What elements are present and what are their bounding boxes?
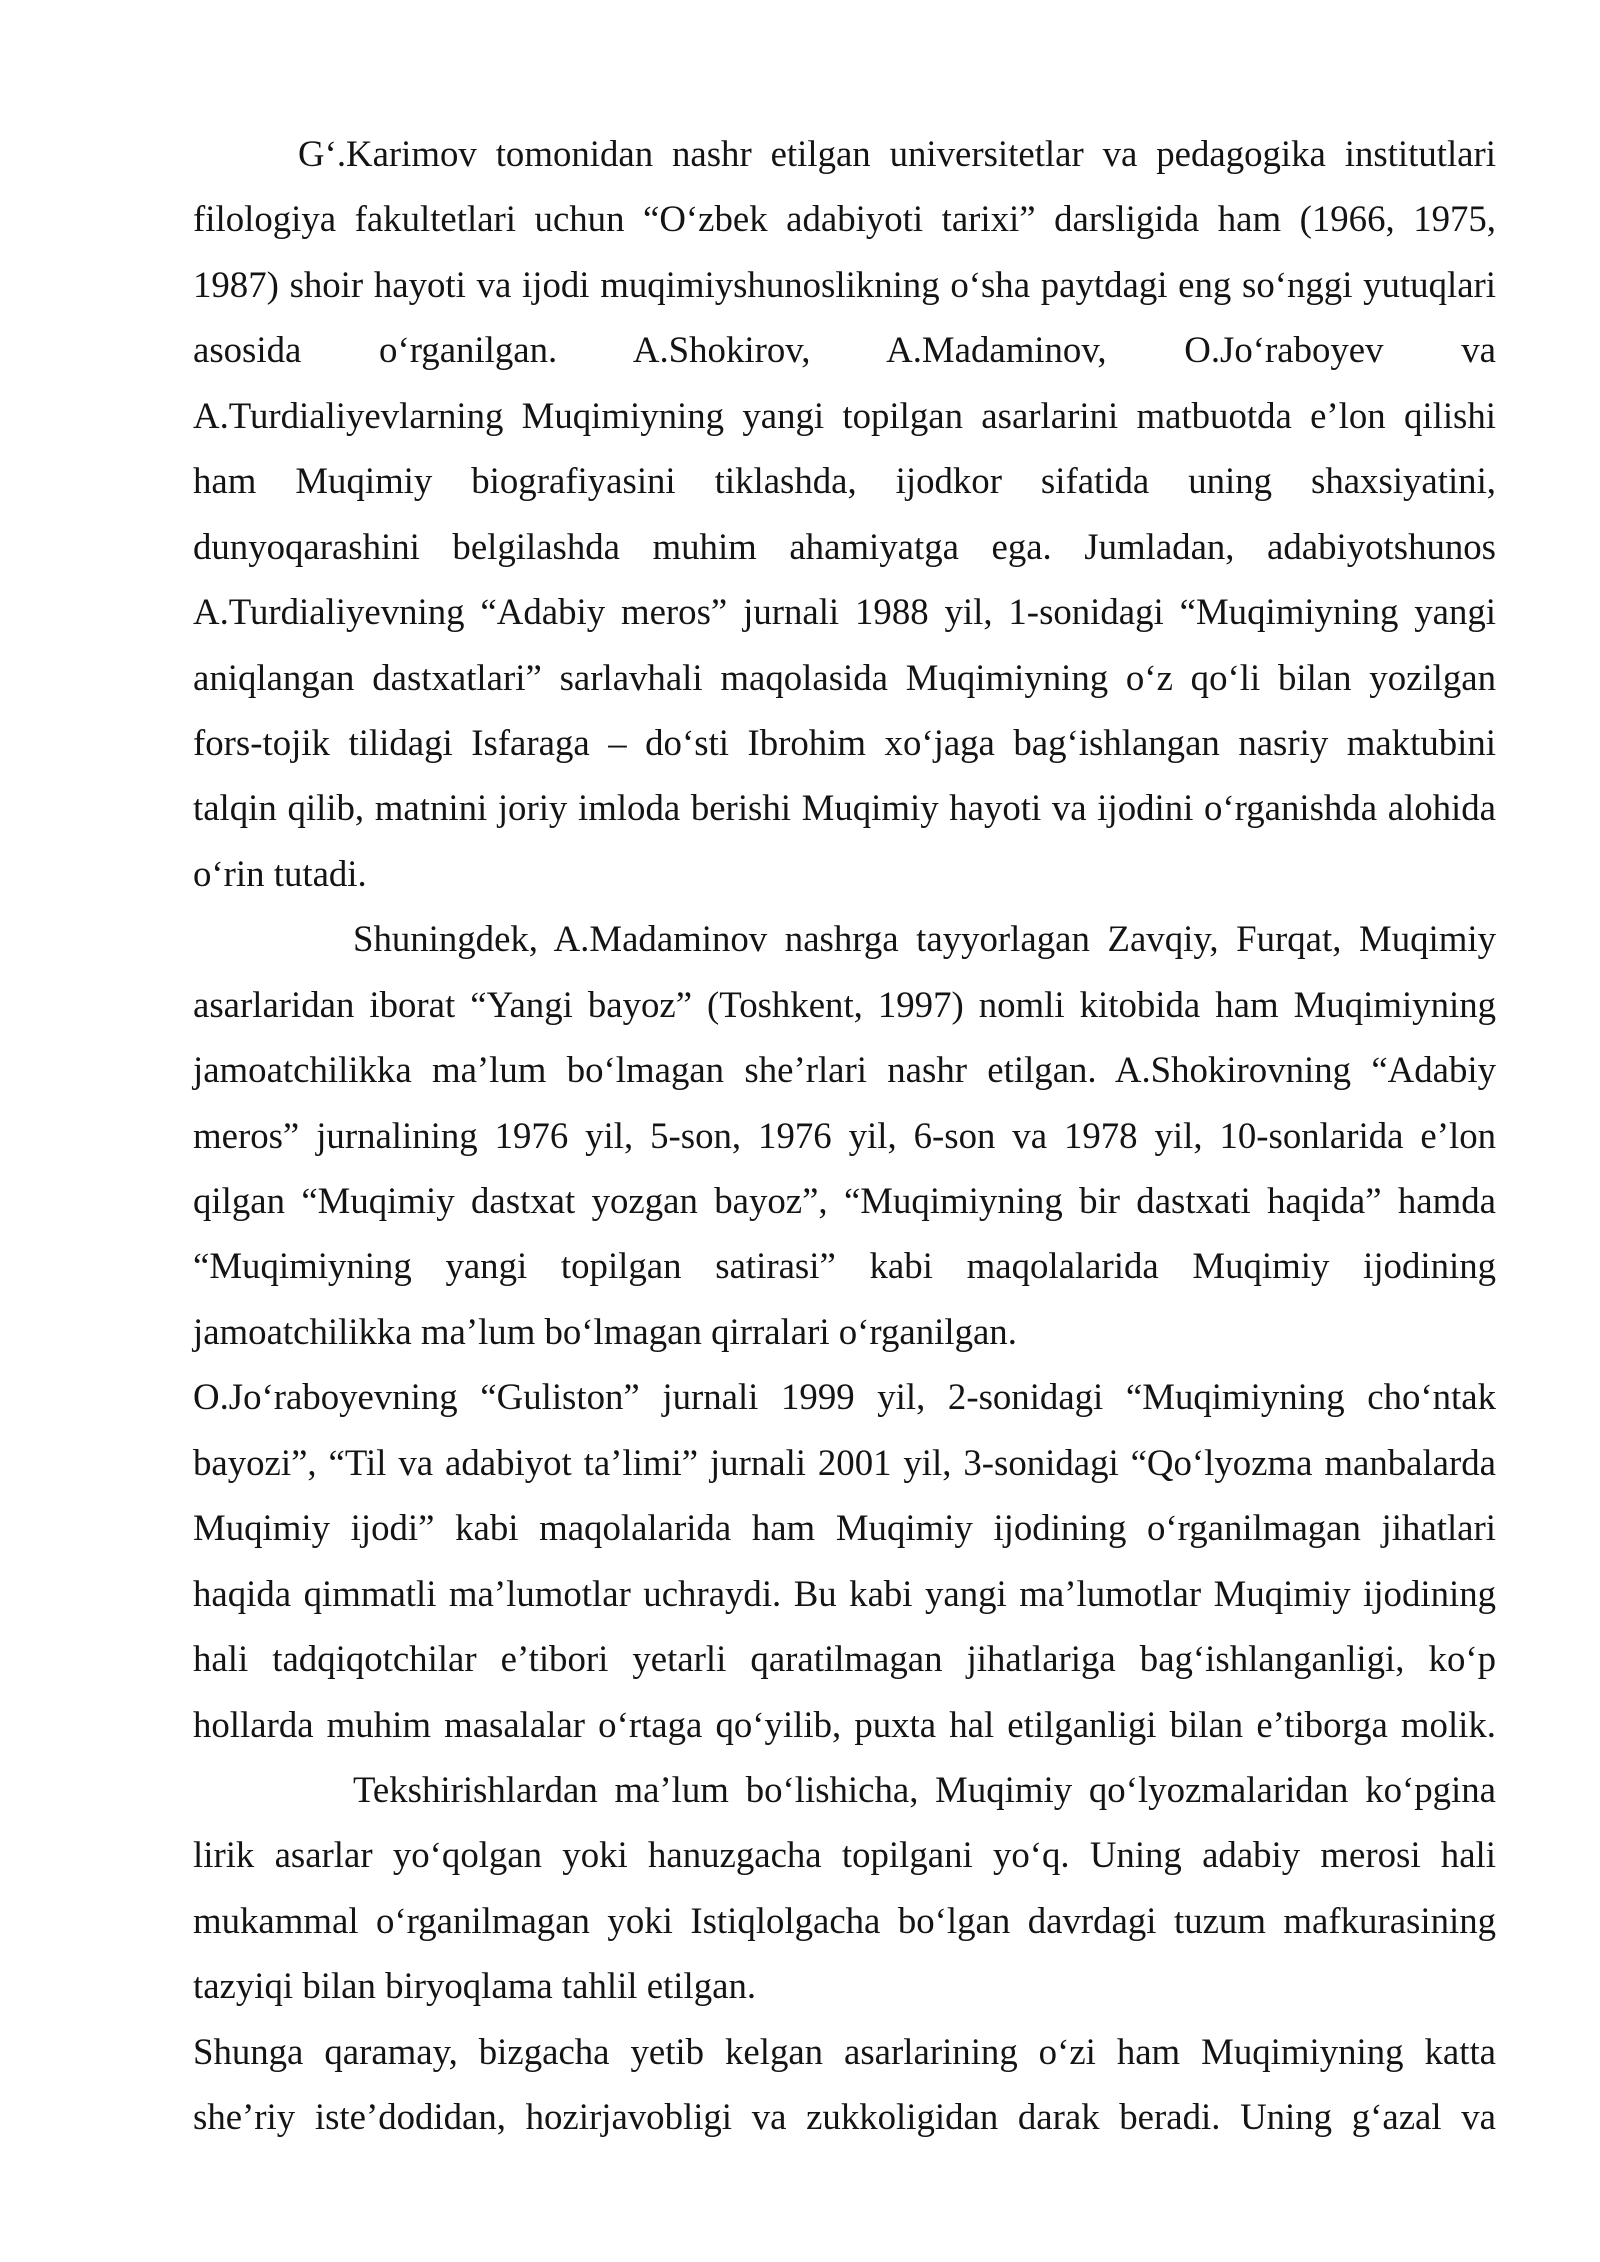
text-line: o‘rin tutadi. <box>193 852 367 894</box>
paragraph-4 <box>193 1757 1496 2019</box>
text-line: meros” jurnalining 1976 yil, 5-son, 1976 yil, 6-son va 1978 yil, 10-sonlarida e’lon <box>193 1114 1496 1156</box>
paragraph-5 <box>193 2019 1496 2150</box>
text-line: asosida o‘rganilgan. A.Shokirov, A.Madaminov, O.Jo‘raboyev va <box>193 329 1496 371</box>
text-line: filologiya fakultetlari uchun “O‘zbek adabiyoti tarixi” darsligida ham (1966, 1975, <box>193 198 1496 240</box>
text-line: qilgan “Muqimiy dastxat yozgan bayoz”, “Muqimiyning bir dastxati haqida” hamda <box>193 1180 1496 1221</box>
text-line: A.Turdialiyevlarning Muqimiyning yangi topilgan asarlarini matbuotda e’lon qilishi <box>193 394 1496 436</box>
paragraph-3 <box>193 1364 1496 1757</box>
text-line: Shunga qaramay, bizgacha yetib kelgan asarlarining o‘zi ham Muqimiyning katta <box>193 2030 1496 2072</box>
text-line: hollarda muhim masalalar o‘rtaga qo‘yilib, puxta hal etilganligi bilan e’tiborga molik. <box>193 1703 1496 1745</box>
text-line: ham Muqimiy biografiyasini tiklashda, ijodkor sifatida uning shaxsiyatini, <box>193 460 1496 502</box>
text-line: O.Jo‘raboyevning “Guliston” jurnali 1999 yil, 2-sonidagi “Muqimiyning cho‘ntak <box>193 1376 1496 1418</box>
paragraph-2 <box>193 906 1496 1364</box>
text-line: 1987) shoir hayoti va ijodi muqimiyshunoslikning o‘sha paytdagi eng so‘nggi yutuqlari <box>193 263 1496 305</box>
text-line: dunyoqarashini belgilashda muhim ahamiyatga ega. Jumladan, adabiyotshunos <box>193 525 1496 567</box>
text-line: “Muqimiyning yangi topilgan satirasi” kabi maqolalarida Muqimiy ijodining <box>193 1245 1496 1287</box>
text-line: Shuningdek, A.Madaminov nashrga tayyorlagan Zavqiy, Furqat, Muqimiy <box>353 918 1496 960</box>
text-line: lirik asarlar yo‘qolgan yoki hanuzgacha topilgani yo‘q. Uning adabiy merosi hali <box>193 1834 1496 1876</box>
text-line: asarlaridan iborat “Yangi bayoz” (Toshkent, 1997) nomli kitobida ham Muqimiyning <box>193 983 1496 1025</box>
text-line: jamoatchilikka ma’lum bo‘lmagan qirralari o‘rganilgan. <box>193 1310 1017 1352</box>
text-line: bayozi”, “Til va adabiyot ta’limi” jurnali 2001 yil, 3-sonidagi “Qo‘lyozma manbalarda <box>193 1441 1496 1483</box>
text-line: jamoatchilikka ma’lum bo‘lmagan she’rlari nashr etilgan. A.Shokirovning “Adabiy <box>193 1049 1496 1091</box>
text-line: hali tadqiqotchilar e’tibori yetarli qaratilmagan jihatlariga bag‘ishlanganligi, ko‘p <box>193 1638 1496 1680</box>
text-line: tazyiqi bilan biryoqlama tahlil etilgan. <box>193 1965 757 2007</box>
text-line: talqin qilib, matnini joriy imloda berishi Muqimiy hayoti va ijodini o‘rganishda alohida <box>193 787 1496 829</box>
text-line: Tekshirishlardan ma’lum bo‘lishicha, Muqimiy qo‘lyozmalaridan ko‘pgina <box>353 1768 1496 1810</box>
text-line: haqida qimmatli ma’lumotlar uchraydi. Bu kabi yangi ma’lumotlar Muqimiy ijodining <box>193 1572 1496 1614</box>
text-line: mukammal o‘rganilmagan yoki Istiqlolgacha bo‘lgan davrdagi tuzum mafkurasining <box>193 1899 1496 1941</box>
text-line: G‘.Karimov tomonidan nashr etilgan universitetlar va pedagogika institutlari <box>298 133 1496 174</box>
text-line: Muqimiy ijodi” kabi maqolalarida ham Muqimiy ijodining o‘rganilmagan jihatlari <box>193 1507 1496 1549</box>
text-line: fors-tojik tilidagi Isfaraga – do‘sti Ibrohim xo‘jaga bag‘ishlangan nasriy maktubini <box>193 721 1496 763</box>
text-line: A.Turdialiyevning “Adabiy meros” jurnali 1988 yil, 1-sonidagi “Muqimiyning yangi <box>193 591 1496 633</box>
text-line: aniqlangan dastxatlari” sarlavhali maqolasida Muqimiyning o‘z qo‘li bilan yozilgan <box>193 656 1496 698</box>
text-line: she’riy iste’dodidan, hozirjavobligi va zukkoligidan darak beradi. Uning g‘azal va <box>193 2096 1496 2138</box>
paragraph-1 <box>193 121 1496 906</box>
